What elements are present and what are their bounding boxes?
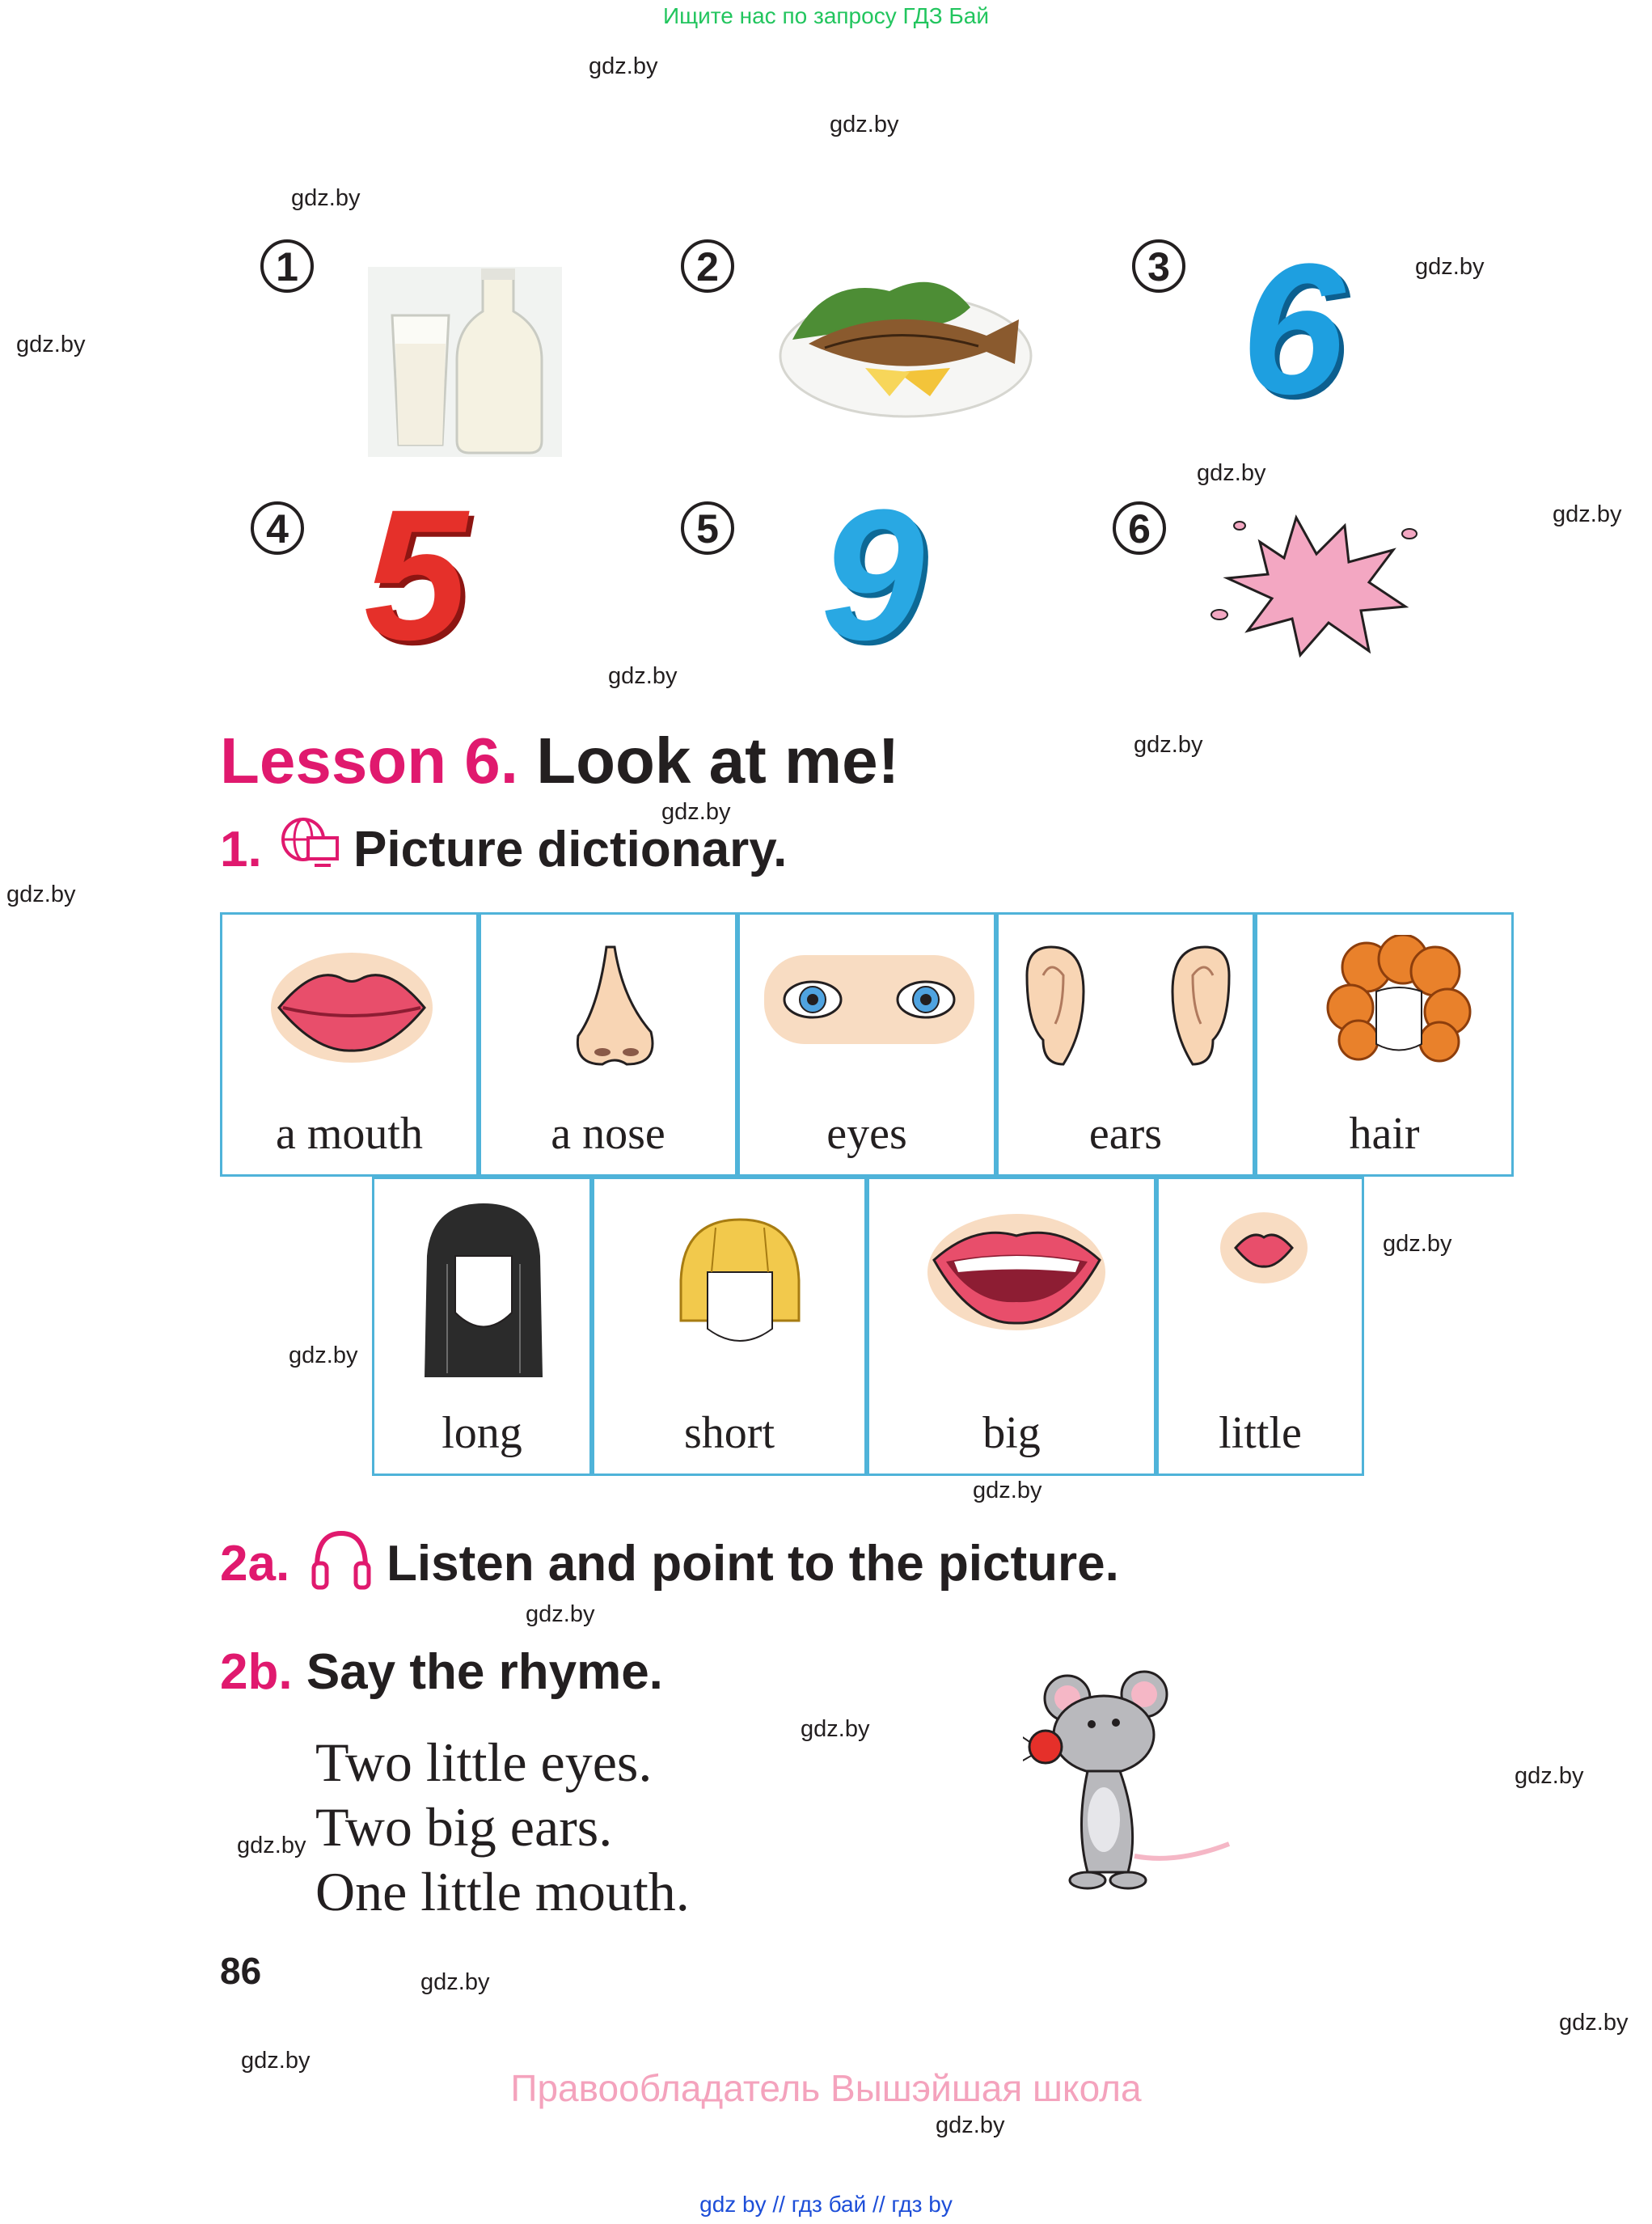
watermark: gdz.by <box>241 2048 311 2074</box>
digit-nine: 9 <box>821 471 924 679</box>
eyes-image <box>764 951 974 1048</box>
watermark: gdz.by <box>1383 1231 1452 1257</box>
watermark: gdz.by <box>936 2112 1005 2138</box>
dictionary-card-long[interactable] <box>372 1177 592 1476</box>
dictionary-word: big <box>982 1408 1041 1458</box>
mouth-image <box>267 947 437 1068</box>
milk-image <box>368 267 562 457</box>
lesson-name: Look at me! <box>536 725 900 797</box>
dictionary-card-ears[interactable] <box>996 912 1255 1177</box>
exercise-1-number: 1. <box>220 822 262 877</box>
exercise-2b-title: Say the rhyme. <box>306 1644 663 1700</box>
dictionary-card-mouth[interactable] <box>220 912 479 1177</box>
quiz-number-4: 4 <box>251 501 304 555</box>
dictionary-word: a nose <box>551 1109 665 1159</box>
pink-paint-splash-image <box>1203 501 1430 663</box>
watermark: gdz.by <box>420 1969 490 1995</box>
dictionary-card-big[interactable] <box>867 1177 1156 1476</box>
dictionary-card-nose[interactable] <box>479 912 737 1177</box>
watermark: gdz.by <box>830 112 899 137</box>
footer-links[interactable]: gdz by // гдз бай // гдз by <box>699 2192 953 2217</box>
watermark: gdz.by <box>801 1716 870 1742</box>
globe-screen-icon <box>279 815 340 872</box>
ears-image <box>1015 943 1241 1072</box>
rhyme-line: Two big ears. <box>315 1796 613 1858</box>
watermark: gdz.by <box>1515 1763 1584 1789</box>
watermark: gdz.by <box>1559 2010 1629 2036</box>
dictionary-word: long <box>442 1408 522 1458</box>
quiz-number-2: 2 <box>681 239 734 293</box>
quiz-number-6: 6 <box>1113 501 1166 555</box>
dictionary-card-eyes[interactable] <box>737 912 996 1177</box>
exercise-2a-number <box>220 1535 289 1592</box>
nose-image <box>566 943 663 1072</box>
big-mouth-image <box>926 1211 1108 1333</box>
curly-hair-image <box>1326 935 1472 1064</box>
mouse-image <box>1023 1666 1241 1909</box>
watermark: gdz.by <box>16 332 86 357</box>
fish-plate-image <box>776 243 1035 425</box>
exercise-1-title: Picture dictionary. <box>353 822 788 877</box>
page-number: 86 <box>220 1950 262 1992</box>
watermark: gdz.by <box>1415 254 1485 280</box>
watermark: gdz.by <box>289 1342 358 1368</box>
dictionary-card-short[interactable] <box>592 1177 867 1476</box>
copyright-owner: Правообладатель Вышэйшая школа <box>510 2067 1142 2109</box>
watermark: gdz.by <box>1134 732 1203 758</box>
exercise-2b-heading <box>220 1643 663 1701</box>
lesson-title <box>220 724 899 798</box>
exercise-1-heading <box>220 821 262 878</box>
watermark: gdz.by <box>661 799 731 825</box>
exercise-2a-label: 2a. <box>220 1536 290 1592</box>
exercise-2a-title: Listen and point to the picture. <box>387 1536 1119 1592</box>
quiz-number-3: 3 <box>1132 239 1185 293</box>
quiz-number-1: 1 <box>260 239 314 293</box>
rhyme-line: Two little eyes. <box>315 1731 653 1793</box>
watermark: gdz.by <box>1553 501 1622 527</box>
watermark: gdz.by <box>526 1601 595 1627</box>
watermark: gdz.by <box>973 1478 1042 1503</box>
long-hair-image <box>423 1199 544 1381</box>
watermark: gdz.by <box>237 1833 306 1858</box>
lesson-label: Lesson 6. <box>220 725 519 797</box>
watermark: gdz.by <box>1197 460 1266 486</box>
exercise-2b-number: 2b. <box>220 1644 293 1700</box>
dictionary-word: ears <box>1088 1109 1163 1159</box>
top-banner: Ищите нас по запросу ГДЗ Бай <box>662 3 990 28</box>
dictionary-word: hair <box>1349 1109 1420 1159</box>
headphones-icon <box>309 1527 374 1592</box>
watermark: gdz.by <box>291 185 361 211</box>
rhyme-line: One little mouth. <box>315 1861 690 1922</box>
watermark: gdz.by <box>608 663 678 689</box>
watermark: gdz.by <box>589 53 658 79</box>
dictionary-word: little <box>1219 1408 1302 1458</box>
short-hair-image <box>679 1216 801 1353</box>
little-mouth-image <box>1219 1211 1308 1284</box>
dictionary-word: a mouth <box>276 1109 423 1159</box>
dictionary-word: short <box>684 1408 775 1458</box>
dictionary-card-little[interactable] <box>1156 1177 1364 1476</box>
dictionary-word: eyes <box>826 1109 907 1159</box>
watermark: gdz.by <box>6 882 76 907</box>
digit-five: 5 <box>364 471 467 679</box>
digit-six: 6 <box>1241 225 1345 433</box>
quiz-number-5: 5 <box>681 501 734 555</box>
dictionary-card-hair[interactable] <box>1255 912 1514 1177</box>
